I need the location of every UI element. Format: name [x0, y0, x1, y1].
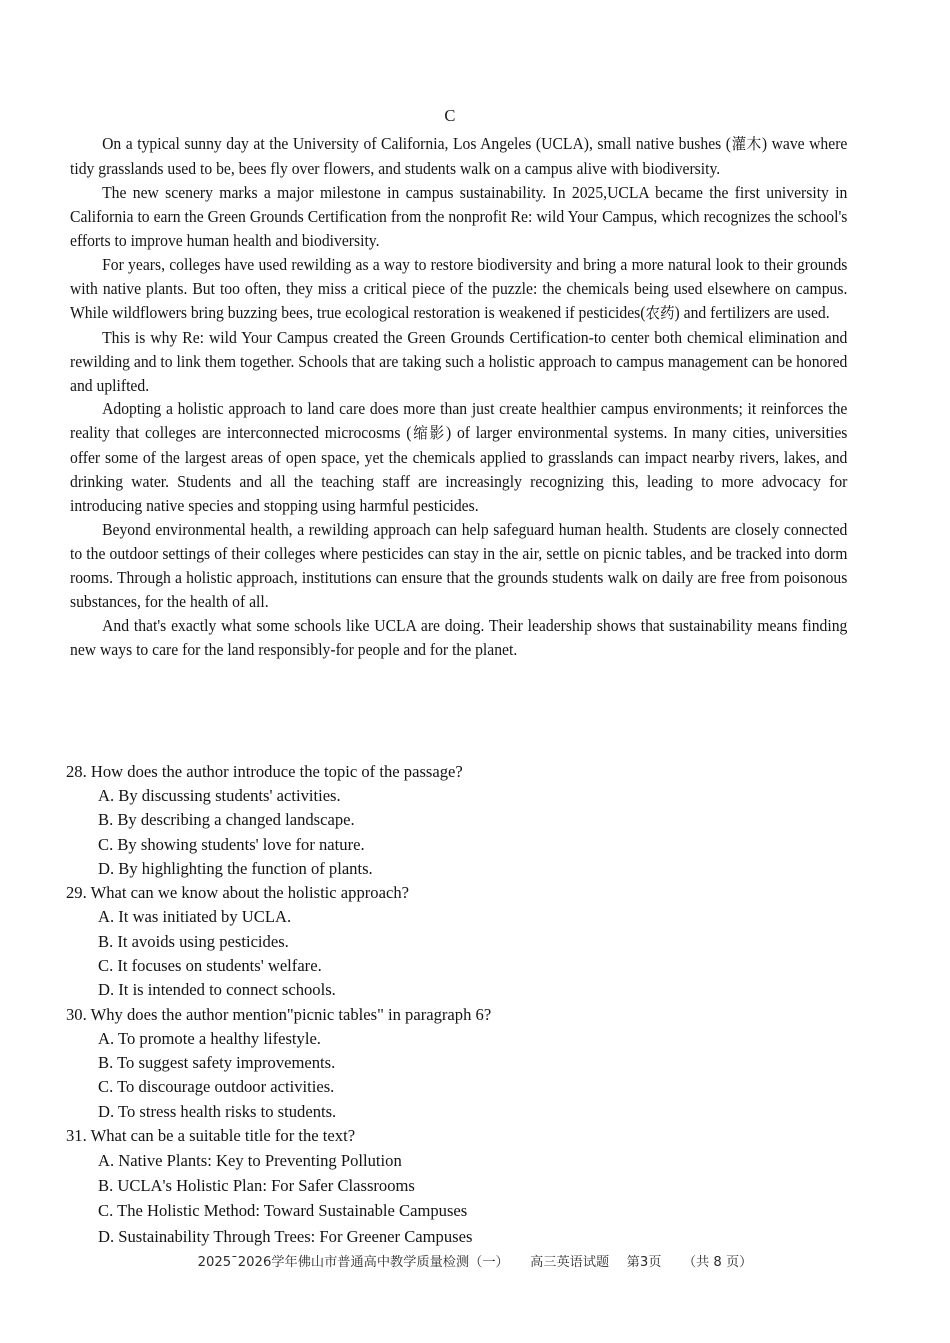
question-31-option-d[interactable]: D. Sustainability Through Trees: For Greener Campuses	[98, 1226, 473, 1246]
passage-paragraph-1: On a typical sunny day at the University of California, Los Angeles (UCLA), small native bushes (灌木) wave where tidy grasslands used to be, bees fly over flowers, and students walk on a campus alive with biodiversity.	[70, 134, 848, 178]
footer-page-number: 第3页	[626, 1255, 662, 1270]
question-31	[66, 1124, 866, 1249]
passage-paragraph-7: And that's exactly what some schools like UCLA are doing. Their leadership shows that sustainability means finding new ways to care for the land responsibly-for people and for the planet.	[70, 616, 848, 660]
question-31-options	[66, 1148, 866, 1249]
question-30-option-a[interactable]: A. To promote a healthy lifestyle.	[98, 1028, 321, 1048]
question-29-stem: 29. What can we know about the holistic approach?	[66, 883, 409, 903]
question-30-options	[66, 1027, 866, 1124]
question-31-option-a[interactable]: A. Native Plants: Key to Preventing Pollution	[98, 1150, 402, 1170]
question-30-stem: 30. Why does the author mention"picnic tables" in paragraph 6?	[66, 1004, 492, 1024]
passage-paragraph-2: The new scenery marks a major milestone in campus sustainability. In 2025,UCLA became the first university in California to earn the Green Grounds Certification from the nonprofit Re: wild Your Campus, which recognizes the school's efforts to improve human health and biodiversity.	[70, 182, 848, 250]
question-28-stem: 28. How does the author introduce the topic of the passage?	[66, 762, 463, 781]
reading-passage	[70, 132, 848, 662]
question-28-option-c[interactable]: C. By showing students' love for nature.	[98, 834, 365, 854]
footer-page-total: （共 8 页）	[682, 1255, 753, 1270]
question-30	[66, 1003, 866, 1124]
question-30-option-d[interactable]: D. To stress health risks to students.	[98, 1101, 337, 1121]
footer-exam-title: 2025ˉ2026学年佛山市普通高中教学质量检测（一）	[197, 1255, 509, 1270]
question-29-option-d[interactable]: D. It is intended to connect schools.	[98, 980, 336, 1000]
passage-paragraph-5: Adopting a holistic approach to land care does more than just create healthier campus environments; it reinforces the reality that colleges are interconnected microcosms (缩影) of larger environmental systems. In many cities, universities offer some of the largest areas of open space, yet the chemicals applied to grasslands can impact nearby rivers, lakes, and drinking water. Students and all the teaching staff are increasingly recognizing this, leading to more advocacy for introducing native species and stopping using harmful pesticides.	[70, 399, 848, 516]
footer-subject: 高三英语试题	[530, 1255, 610, 1270]
page-footer	[0, 1251, 950, 1270]
question-28-option-a[interactable]: A. By discussing students' activities.	[98, 786, 341, 806]
question-31-stem: 31. What can be a suitable title for the text?	[66, 1125, 356, 1145]
question-28-options	[66, 784, 866, 881]
section-label: C	[444, 106, 456, 125]
question-28	[66, 760, 866, 881]
passage-paragraph-3: For years, colleges have used rewilding as a way to restore biodiversity and bring a more natural look to their grounds with native plants. But too often, they miss a critical piece of the puzzle: the chemicals being used elsewhere on campus. While wildflowers bring buzzing bees, true ecological restoration is weakened if pesticides(农药) and fertilizers are used.	[70, 254, 848, 322]
question-30-option-b[interactable]: B. To suggest safety improvements.	[98, 1052, 336, 1072]
question-29	[66, 881, 866, 1002]
passage-paragraph-4: This is why Re: wild Your Campus created the Green Grounds Certification-to center both chemical elimination and rewilding and to link them together. Schools that are taking such a holistic approach to campus management can be honored and uplifted.	[70, 327, 848, 395]
question-28-option-b[interactable]: B. By describing a changed landscape.	[98, 810, 355, 830]
question-28-option-d[interactable]: D. By highlighting the function of plants.	[98, 858, 373, 878]
question-30-option-c[interactable]: C. To discourage outdoor activities.	[98, 1077, 335, 1097]
question-29-option-b[interactable]: B. It avoids using pesticides.	[98, 931, 289, 951]
passage-paragraph-6: Beyond environmental health, a rewilding approach can help safeguard human health. Students are closely connected to the outdoor settings of their colleges where pesticides can stay in the air, settle on picnic tables, and be tracked into dorm rooms. Through a holistic approach, institutions can ensure that the grounds students walk on daily are free from poisonous substances, for the health of all.	[70, 520, 848, 612]
question-29-option-a[interactable]: A. It was initiated by UCLA.	[98, 907, 292, 927]
question-31-option-b[interactable]: B. UCLA's Holistic Plan: For Safer Classrooms	[98, 1176, 415, 1196]
question-31-option-c[interactable]: C. The Holistic Method: Toward Sustainable Campuses	[98, 1201, 468, 1221]
questions-list	[66, 760, 866, 1249]
question-29-options	[66, 905, 866, 1002]
question-29-option-c[interactable]: C. It focuses on students' welfare.	[98, 955, 322, 975]
